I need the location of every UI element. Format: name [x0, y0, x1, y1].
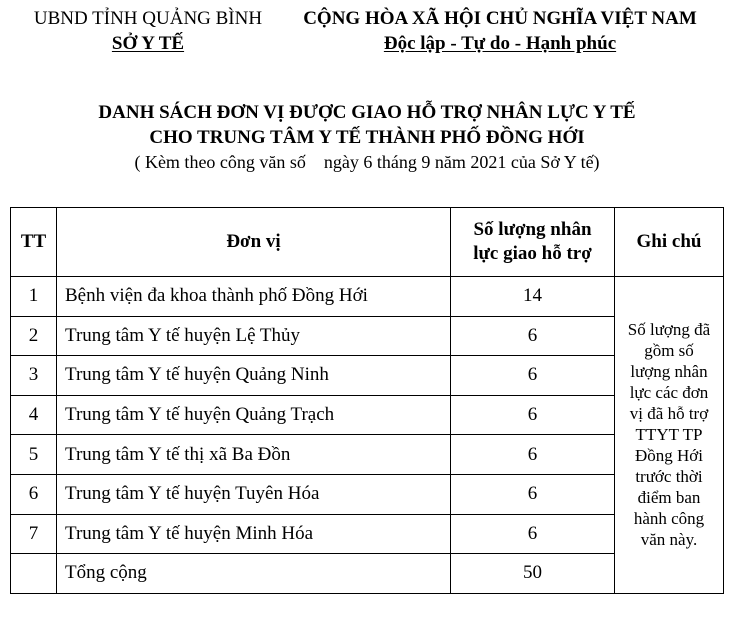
- staff-quantity: 6: [451, 474, 615, 514]
- row-number: 2: [11, 316, 57, 356]
- header-unit: Đơn vị: [57, 208, 451, 277]
- staff-quantity: 6: [451, 356, 615, 396]
- province-name: UBND TỈNH QUẢNG BÌNH: [33, 8, 263, 29]
- staff-quantity: 6: [451, 514, 615, 554]
- unit-name: Trung tâm Y tế huyện Lệ Thủy: [57, 316, 451, 356]
- staff-quantity: 6: [451, 395, 615, 435]
- reference-part-1: ( Kèm theo công văn số: [134, 152, 306, 172]
- reference-part-2: ngày 6 tháng 9 năm 2021 của Sở Y tế): [323, 152, 600, 172]
- row-number: 3: [11, 356, 57, 396]
- national-motto: Độc lập - Tự do - Hạnh phúc: [383, 33, 617, 54]
- reference-line: [0, 150, 734, 174]
- table-header-row: [11, 208, 724, 277]
- header-quantity: [451, 208, 615, 277]
- staff-quantity: 14: [451, 277, 615, 317]
- unit-name: Trung tâm Y tế huyện Quảng Ninh: [57, 356, 451, 396]
- national-title: [280, 6, 720, 56]
- support-units-table: [10, 207, 724, 594]
- unit-name: Trung tâm Y tế huyện Tuyên Hóa: [57, 474, 451, 514]
- total-label: Tổng cộng: [57, 554, 451, 594]
- title-line-2: CHO TRUNG TÂM Y TẾ THÀNH PHỐ ĐỒNG HỚI: [149, 127, 585, 148]
- total-number-cell: [11, 554, 57, 594]
- staff-quantity: 6: [451, 435, 615, 475]
- row-number: 6: [11, 474, 57, 514]
- total-quantity: 50: [451, 554, 615, 594]
- document-header: [0, 6, 734, 62]
- header-note: Ghi chú: [615, 208, 724, 277]
- unit-name: Bệnh viện đa khoa thành phố Đồng Hới: [57, 277, 451, 317]
- header-tt: TT: [11, 208, 57, 277]
- unit-name: Trung tâm Y tế huyện Quảng Trạch: [57, 395, 451, 435]
- row-number: 4: [11, 395, 57, 435]
- header-quantity-line-2: lực giao hỗ trợ: [473, 243, 592, 264]
- header-quantity-line-1: Số lượng nhân: [473, 219, 592, 240]
- nation-name: CỘNG HÒA XÃ HỘI CHỦ NGHĨA VIỆT NAM: [303, 8, 697, 29]
- row-number: 7: [11, 514, 57, 554]
- issuing-authority: [16, 6, 280, 56]
- title-line-1: DANH SÁCH ĐƠN VỊ ĐƯỢC GIAO HỖ TRỢ NHÂN LỰC Y TẾ: [98, 102, 636, 123]
- table-row: [11, 277, 724, 317]
- row-number: 5: [11, 435, 57, 475]
- department-name: SỞ Y TẾ: [111, 33, 185, 54]
- document-title: [0, 100, 734, 174]
- unit-name: Trung tâm Y tế thị xã Ba Đồn: [57, 435, 451, 475]
- row-number: 1: [11, 277, 57, 317]
- note-cell: Số lượng đã gồm số lượng nhân lực các đơn vị đã hỗ trợ TTYT TP Đồng Hới trước thời điểm ban hành công văn này.: [615, 277, 724, 594]
- unit-name: Trung tâm Y tế huyện Minh Hóa: [57, 514, 451, 554]
- staff-quantity: 6: [451, 316, 615, 356]
